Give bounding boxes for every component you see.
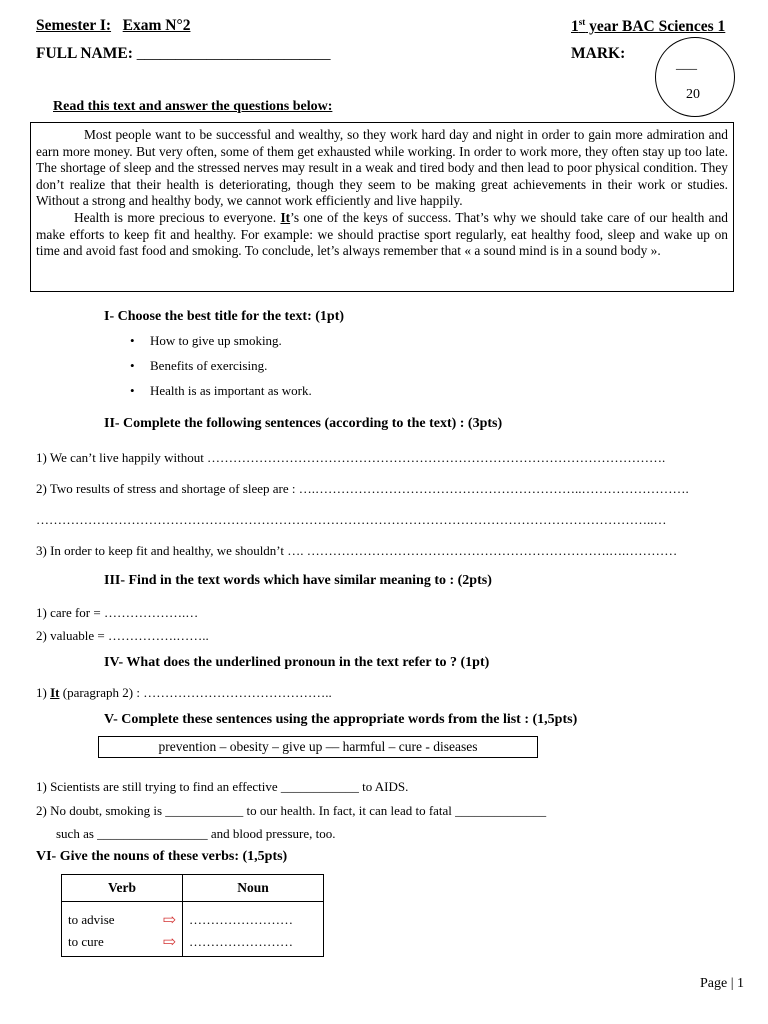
mark-label: MARK: bbox=[571, 45, 626, 62]
option-2[interactable]: • Benefits of exercising. bbox=[130, 358, 312, 383]
question-2-title: II- Complete the following sentences (according to the text) : (3pts) bbox=[104, 416, 503, 431]
passage-p2-start: Health is more precious to everyone. bbox=[74, 209, 281, 225]
q2-sentence-2[interactable]: 2) Two results of stress and shortage of sleep are : ….……………………………………………………..……………………. bbox=[36, 481, 689, 496]
passage-paragraph-2 bbox=[36, 210, 728, 260]
q2-sentence-1[interactable]: 1) We can’t live happily without ……………………………………………………………………………………………. bbox=[36, 450, 666, 465]
passage-p2-end: ’s one of the keys of success. That’s why we should take care of our health and make efforts to keep fit and healthy. For example: we should practise sport regularly, eat healthy food, sleep and wake up on time and avoid fast food and smoking. To conclude, let’s always remember that « a sound mind is in a sound body ». bbox=[36, 209, 729, 259]
word-list-box: prevention – obesity – give up –– harmful – cure - diseases bbox=[98, 736, 538, 758]
q4-item-1[interactable] bbox=[36, 685, 332, 701]
verb-1: to advise bbox=[68, 912, 115, 927]
question-5-title: V- Complete these sentences using the appropriate words from the list : (1,5pts) bbox=[104, 712, 578, 727]
q4-suffix: (paragraph 2) : …………………………………….. bbox=[59, 685, 332, 700]
noun-cell-1[interactable]: …………………… bbox=[183, 902, 324, 931]
page-number: Page | 1 bbox=[700, 976, 745, 991]
arrow-right-icon: ⇨ bbox=[162, 934, 176, 951]
q2-sentence-3[interactable]: 3) In order to keep fit and healthy, we shouldn’t …. …………………………………………………………….….………… bbox=[36, 543, 678, 558]
verb-noun-table bbox=[61, 874, 324, 957]
reading-passage bbox=[30, 122, 734, 292]
class-rest: year BAC Sciences 1 bbox=[585, 18, 726, 36]
instruction: Read this text and answer the questions below: bbox=[53, 99, 333, 114]
q3-item-1[interactable]: 1) care for = ……………….… bbox=[36, 605, 199, 620]
verb-cell-1 bbox=[62, 902, 183, 931]
full-name-row bbox=[36, 45, 331, 63]
q4-prefix: 1) bbox=[36, 685, 51, 700]
option-1[interactable]: • How to give up smoking. bbox=[130, 333, 312, 358]
full-name-blank[interactable]: _________________________ bbox=[136, 45, 331, 62]
q5-sentence-2[interactable]: 2) No doubt, smoking is ____________ to our health. In fact, it can lead to fatal ______________ bbox=[36, 803, 547, 818]
underlined-pronoun: It bbox=[280, 209, 291, 225]
q2-sentence-2-continuation[interactable]: ……………………………………………………………………………………………………………………………..… bbox=[36, 512, 667, 527]
noun-column-header: Noun bbox=[183, 875, 324, 902]
semester-label bbox=[36, 17, 190, 35]
arrow-right-icon: ⇨ bbox=[162, 912, 176, 929]
semester-text: Semester I: bbox=[36, 17, 112, 34]
mark-dash: ___ bbox=[676, 57, 697, 72]
q3-item-2[interactable]: 2) valuable = …………….…….. bbox=[36, 628, 209, 643]
class-level bbox=[571, 18, 725, 35]
class-sup: st bbox=[578, 17, 586, 27]
question-6-title: VI- Give the nouns of these verbs: (1,5pts) bbox=[36, 849, 288, 864]
passage-paragraph-1: Most people want to be successful and wealthy, so they work hard day and night in order to gain more admiration and earn more money. But very often, some of them get exhausted while working. In order to work more, they often stay up too late. The shortage of sleep and the stressed nerves may result in a weak and tired body and then lead to poor physical condition. They don’t realize that their health is deteriorating, though they seem to be making great achievements in their work or studies. Without a strong and healthy body, we cannot work efficiently and live happily. bbox=[36, 127, 728, 209]
question-3-title: III- Find in the text words which have similar meaning to : (2pts) bbox=[104, 573, 492, 588]
verb-2: to cure bbox=[68, 934, 104, 949]
question-4-title: IV- What does the underlined pronoun in the text refer to ? (1pt) bbox=[104, 655, 490, 670]
verb-column-header: Verb bbox=[62, 875, 183, 902]
class-label bbox=[571, 17, 725, 36]
exam-number: Exam N°2 bbox=[122, 17, 191, 34]
verb-cell-2 bbox=[62, 930, 183, 957]
class-prefix: 1 bbox=[571, 18, 579, 36]
mark-circle bbox=[655, 37, 735, 117]
q4-pronoun: It bbox=[50, 685, 60, 700]
q5-sentence-1[interactable]: 1) Scientists are still trying to find an effective ____________ to AIDS. bbox=[36, 779, 409, 794]
option-3[interactable]: • Health is as important as work. bbox=[130, 383, 312, 408]
question-1-title: I- Choose the best title for the text: (1pt) bbox=[104, 309, 345, 324]
mark-total: 20 bbox=[686, 87, 700, 102]
full-name-label: FULL NAME: bbox=[36, 45, 133, 62]
title-options bbox=[130, 333, 312, 408]
noun-cell-2[interactable]: …………………… bbox=[183, 930, 324, 957]
q5-sentence-2-continuation[interactable]: such as _________________ and blood pressure, too. bbox=[56, 826, 336, 841]
